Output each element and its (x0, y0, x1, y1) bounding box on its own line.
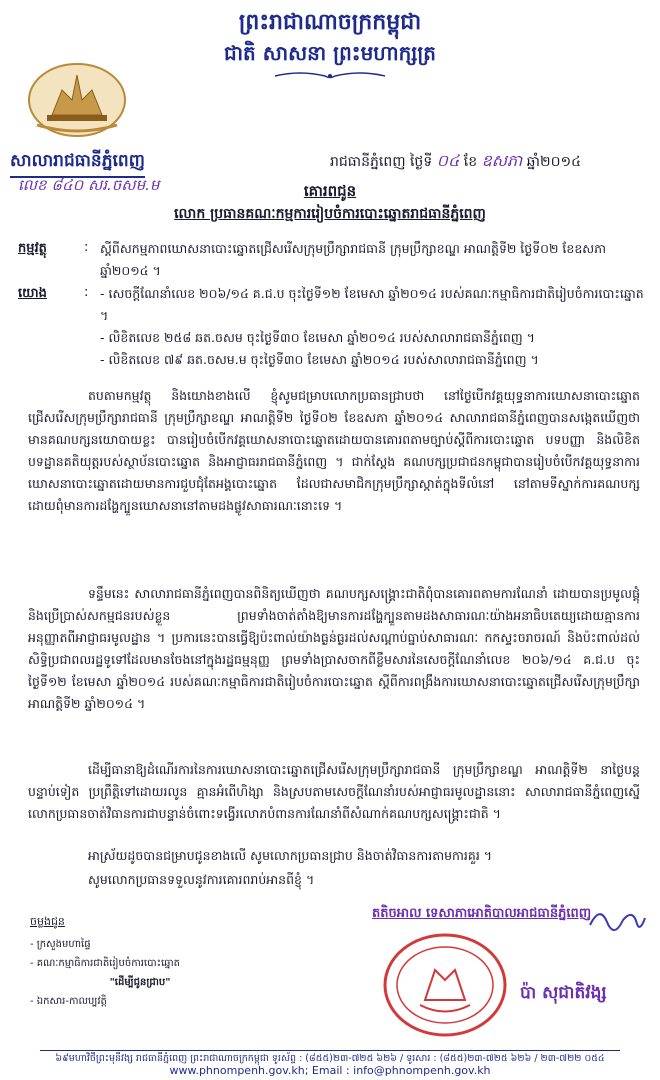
kingdom-title: ព្រះរាជាណាចក្រកម្ពុជា (238, 10, 422, 35)
reference-number: លេខ ៨៤០ សរ.ចសម.ម (18, 176, 160, 194)
reference-item: - លិខិតលេខ ៧៩ ឆត.ចសម.ម ចុះថ្ងៃទី៣០ ខែមេសា ឆ្នាំ២០១៤ របស់សាលារាជធានីភ្នំពេញ ។ (100, 352, 539, 367)
date-year: ឆ្នាំ២០១៤ (526, 154, 582, 170)
subject-text: ស្តីពីសកម្មភាពឃោសនាបោះឆ្នោតជ្រើសរើសក្រុមប្រឹក្សារាជធានី ក្រុមប្រឹក្សាខណ្ឌ អាណត្តិទី២ ថ្ងៃទី០២ ខែឧសភា ឆ្នាំ២០១៤ ។ (100, 241, 607, 278)
date-month: ឧសភា (481, 151, 523, 170)
date-day: ០៤ (436, 151, 460, 170)
subject-label: កម្មវត្ថុ (18, 241, 47, 256)
body-paragraph-2: ទន្ទឹមនេះ សាលារាជធានីភ្នំពេញបានពិនិត្យឃើញថា គណបក្សសង្គ្រោះជាតិពុំបានគោរពតាមការណែនាំ ដោយបានប្រមូលផ្តុំ និងប្រើប្រាស់សកម្មជនរបស់ខ្លួន ព្រមទាំងចាត់តាំងឱ្យមានការដង្ហែក្បួនតាមដងសាធារណៈយ៉ាងអនាធិបតេយ្យដោយគ្មានការអនុញ្ញាតពីអាជ្ញាធរមូលដ្ឋាន ។ ប្រការនេះបានធ្វើឱ្យប៉ះពាល់យ៉ាងធ្ងន់ធ្ងរដល់សណ្តាប់ធ្នាប់សាធារណៈ កកស្ទះចរាចរណ៍ និងប៉ះពាល់ដល់សិទ្ធិប្រជាពលរដ្ឋទូទៅដែលមានចែងនៅក្នុងរដ្ឋធម្មនុញ្ញ ព្រមទាំងប្រាសចាកពីខ្លឹមសារនៃសេចក្តីណែនាំលេខ ២០៦/១៤ គ.ជ.ប ចុះថ្ងៃទី១២ ខែមេសា ឆ្នាំ២០១៤ របស់គណៈកម្មាធិការជាតិរៀបចំការបោះឆ្នោត ស្តីពីការពង្រឹងការឃោសនាបោះឆ្នោតជ្រើសរើសក្រុមប្រឹក្សា អាណត្តិទី២ ឆ្នាំ២០១៤ ។ (28, 586, 640, 711)
footer-address: ៦៩មហាវិថីព្រះមុនីវង្ស រាជធានីភ្នំពេញ ព្រះរាជាណាចក្រកម្ពុជា ទូរស័ព្ទ : (៨៥៥)២៣-៧២៥ ៦២៦ / ទូរសារ : (៨៥៥)២៣-៧២៥ ៦២៦ / ២៣-៧២២ ០៥៤ (55, 1053, 605, 1064)
cc-title: ចម្លងជូន (30, 915, 65, 928)
date-prefix: រាជធានីភ្នំពេញ ថ្ងៃទី (330, 154, 433, 170)
reference-item: - សេចក្តីណែនាំលេខ ២០៦/១៤ គ.ជ.ប ចុះថ្ងៃទី១២ ខែមេសា ឆ្នាំ២០១៤ របស់គណៈកម្មាធិការជាតិរៀបចំការបោះឆ្នោត ។ (100, 286, 644, 323)
subject-colon: : (84, 240, 89, 255)
body-paragraph-3: ដើម្បីធានាឱ្យដំណើរការនៃការឃោសនាបោះឆ្នោតជ្រើសរើសក្រុមប្រឹក្សារាជធានី ក្រុមប្រឹក្សាខណ្ឌ អាណត្តិទី២ នាថ្ងៃបន្តបន្ទាប់ទៀត ប្រព្រឹត្តិទៅដោយរលូន គ្មានអំពើហិង្សា និងស្របតាមសេចក្តីណែនាំរបស់អាជ្ញាធរមូលដ្ឋាននោះ សាលារាជធានីភ្នំពេញស្នើលោកប្រធានចាត់វិធានការជាបន្ទាន់ចំពោះទង្វើរលោភបំពានការណែនាំពីសំណាក់គណបក្សសង្គ្រោះជាតិ ។ (28, 762, 640, 821)
cc-item: "ដើម្បីជូនជ្រាប" (109, 977, 171, 988)
footer-divider (40, 1050, 620, 1051)
footer-website: www.phnompenh.gov.kh; Email : info@phnompenh.gov.kh (169, 1064, 491, 1077)
signatory-title: តតិចអាល ទេសាភាអោតិបាលអាជធានីភ្នំពេញ (372, 906, 592, 921)
recipient: លោក ប្រធានគណៈកម្មការរៀបចំការបោះឆ្នោតរាជធានីភ្នំពេញ (174, 206, 486, 222)
references-label: យោង (18, 286, 47, 301)
cc-item: - ឯកសារ-កាលប្បវត្តិ (30, 996, 107, 1007)
official-seal-icon (380, 930, 510, 1040)
handwritten-signature-icon (585, 900, 650, 940)
date-month-prefix: ខែ (463, 154, 478, 170)
date-line (330, 150, 581, 174)
body-paragraph-1: តបតាមកម្មវត្ថុ និងយោងខាងលើ ខ្ញុំសូមជម្រាបលោកប្រធានជ្រាបថា នៅថ្ងៃបើកវគ្គយុទ្ធនាការឃោសនាបោះឆ្នោតជ្រើសរើសក្រុមប្រឹក្សារាជធានី ក្រុមប្រឹក្សាខណ្ឌ អាណត្តិទី២ ថ្ងៃទី០២ ខែឧសភា ឆ្នាំ២០១៤ សាលារាជធានីភ្នំពេញបានសង្កេតឃើញថា មានគណបក្សនយោបាយខ្លះ បានរៀបចំបើកវគ្គឃោសនាបោះឆ្នោតដោយបានគោរពតាមច្បាប់ស្តីពីការបោះឆ្នោត បទបញ្ញា និងលិខិតបទដ្ឋានគតិយុត្តរបស់ស្ថាប័នបោះឆ្នោត និងអាជ្ញាធររាជធានីភ្នំពេញ ។ ជាក់ស្តែង គណបក្សប្រជាជនកម្ពុជាបានរៀបចំបើកវគ្គយុទ្ធនាការឃោសនាបោះឆ្នោតដោយមានការជួបជុំតែអង្គបោះឆ្នោត ដែលជាសមាជិកក្រុមប្រឹក្សាស្កាត់ក្នុងទីលំនៅ នៅតាមទីស្នាក់ការគណបក្ស ដោយពុំមានការដង្ហែក្បួនឃោសនានៅតាមដងផ្លូវសាធារណៈនោះទេ ។ (28, 388, 640, 513)
body-paragraph-5: សូមលោកប្រធានទទួលនូវការគោរពរាប់អានពីខ្ញុំ ។ (88, 872, 315, 887)
signatory-name: ប៉ា សុជាតិវង្ស (520, 983, 607, 1003)
ministry-emblem-icon (22, 55, 132, 140)
body-paragraph-4: អាស្រ័យដូចបានជម្រាបជូនខាងលើ សូមលោកប្រធានជ្រាប និងចាត់វិធានការតាមការគួរ ។ (88, 848, 493, 863)
references-colon: : (84, 285, 89, 300)
references-list (100, 283, 645, 371)
salutation-respect: គោរពជូន (303, 182, 357, 200)
office-name: សាលារាជធានីភ្នំពេញ (10, 150, 145, 178)
cc-list (30, 935, 250, 1011)
ornament-divider-icon (270, 70, 390, 82)
reference-item: - លិខិតលេខ ២៥៨ ឆត.ចសម ចុះថ្ងៃទី៣០ ខែមេសា ឆ្នាំ២០១៤ របស់សាលារាជធានីភ្នំពេញ ។ (100, 330, 535, 345)
cc-item: - គណៈកម្មាធិការជាតិរៀបចំការបោះឆ្នោត (30, 958, 181, 969)
national-motto: ជាតិ សាសនា ព្រះមហាក្សត្រ (224, 41, 436, 65)
cc-item: - ក្រសួងមហាផ្ទៃ (30, 939, 91, 950)
